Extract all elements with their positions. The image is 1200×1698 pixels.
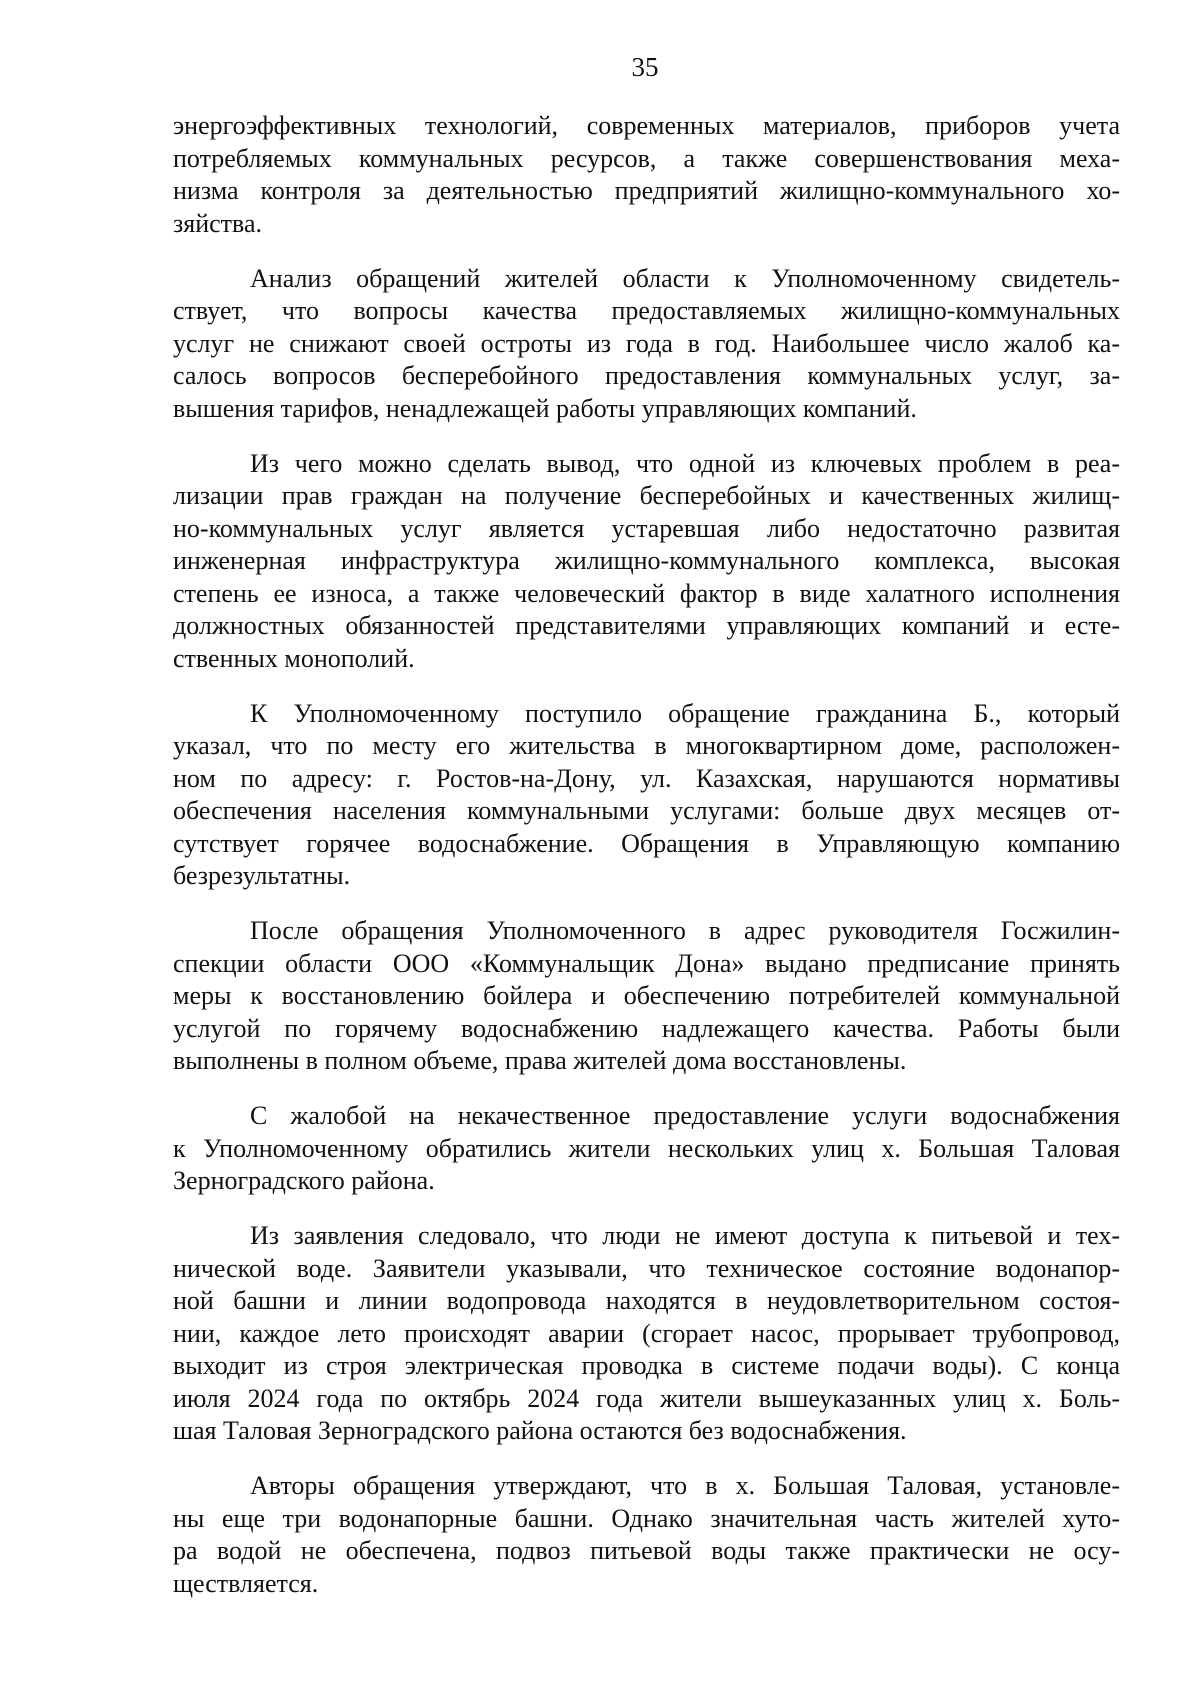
text-line: инженерная инфраструктура жилищно-коммунального комплекса, высокая bbox=[173, 546, 1120, 575]
paragraph bbox=[173, 1100, 1120, 1198]
text-line: меры к восстановлению бойлера и обеспечению потребителей коммунальной bbox=[173, 981, 1120, 1010]
text-line: К Уполномоченному поступило обращение гражданина Б., который bbox=[250, 698, 1120, 728]
text-line: ществляется. bbox=[173, 1568, 319, 1598]
text-line: С жалобой на некачественное предоставление услуги водоснабжения bbox=[250, 1101, 1120, 1130]
text-line: июля 2024 года по октябрь 2024 года жители вышеуказанных улиц х. Боль- bbox=[173, 1383, 1120, 1413]
text-line: ра водой не обеспечена, подвоз питьевой воды также практически не осу- bbox=[173, 1536, 1120, 1565]
text-line: нии, каждое лето происходят аварии (сгорает насос, прорывает трубопровод, bbox=[173, 1318, 1120, 1348]
page-number: 35 bbox=[631, 52, 659, 82]
text-line: услугой по горячему водоснабжению надлежащего качества. Работы были bbox=[173, 1013, 1120, 1043]
text-line: обеспечения населения коммунальными услугами: больше двух месяцев от- bbox=[173, 796, 1120, 825]
text-line: сутствует горячее водоснабжение. Обращения в Управляющую компанию bbox=[173, 828, 1120, 858]
text-line: Анализ обращений жителей области к Уполномоченному свидетель- bbox=[250, 263, 1120, 293]
text-line: безрезультатны. bbox=[173, 861, 351, 890]
paragraph bbox=[173, 110, 1120, 240]
text-line: выполнены в полном объеме, права жителей дома восстановлены. bbox=[173, 1046, 907, 1075]
text-line: ном по адресу: г. Ростов-на-Дону, ул. Казахская, нарушаются нормативы bbox=[173, 763, 1120, 793]
document-body bbox=[173, 110, 1120, 1623]
text-line: Зерноградского района. bbox=[173, 1166, 435, 1195]
text-line: степень ее износа, а также человеческий фактор в виде халатного исполнения bbox=[173, 578, 1120, 608]
text-line: но-коммунальных услуг является устаревшая либо недостаточно развитая bbox=[173, 513, 1120, 543]
text-line: Авторы обращения утверждают, что в х. Большая Таловая, установле- bbox=[250, 1471, 1120, 1500]
text-line: Из чего можно сделать вывод, что одной из ключевых проблем в реа- bbox=[250, 448, 1120, 478]
text-line: энергоэффективных технологий, современных материалов, приборов учета bbox=[173, 111, 1120, 140]
text-line: потребляемых коммунальных ресурсов, а также совершенствования меха- bbox=[173, 143, 1120, 173]
paragraph bbox=[173, 698, 1120, 893]
text-line: вышения тарифов, ненадлежащей работы управляющих компаний. bbox=[173, 393, 917, 423]
text-line: лизации прав граждан на получение бесперебойных и качественных жилищ- bbox=[173, 481, 1120, 510]
paragraph bbox=[173, 1220, 1120, 1448]
text-line: После обращения Уполномоченного в адрес руководителя Госжилин- bbox=[250, 916, 1120, 945]
text-line: спекции области ООО «Коммунальщик Дона» выдано предписание принять bbox=[173, 948, 1120, 978]
text-line: шая Таловая Зерноградского района остаются без водоснабжения. bbox=[173, 1416, 907, 1445]
text-line: указал, что по месту его жительства в многоквартирном доме, расположен- bbox=[173, 731, 1120, 760]
text-line: выходит из строя электрическая проводка в системе подачи воды). С конца bbox=[173, 1351, 1120, 1380]
text-line: ны еще три водонапорные башни. Однако значительная часть жителей хуто- bbox=[173, 1503, 1120, 1533]
text-line: нической воде. Заявители указывали, что техническое состояние водонапор- bbox=[173, 1253, 1120, 1283]
paragraph bbox=[173, 448, 1120, 676]
text-line: Из заявления следовало, что люди не имеют доступа к питьевой и тех- bbox=[250, 1221, 1120, 1250]
text-line: должностных обязанностей представителями управляющих компаний и есте- bbox=[173, 611, 1120, 640]
text-line: ственных монополий. bbox=[173, 643, 415, 673]
text-line: зяйства. bbox=[173, 208, 263, 238]
text-line: к Уполномоченному обратились жители нескольких улиц х. Большая Таловая bbox=[173, 1133, 1120, 1163]
text-line: низма контроля за деятельностью предприятий жилищно-коммунального хо- bbox=[173, 176, 1120, 205]
paragraph bbox=[173, 1470, 1120, 1600]
text-line: ной башни и линии водопровода находятся в неудовлетворительном состоя- bbox=[173, 1286, 1120, 1315]
paragraph bbox=[173, 263, 1120, 426]
text-line: услуг не снижают своей остроты из года в год. Наибольшее число жалоб ка- bbox=[173, 328, 1120, 358]
paragraph bbox=[173, 915, 1120, 1078]
text-line: салось вопросов бесперебойного предоставления коммунальных услуг, за- bbox=[173, 361, 1120, 390]
text-line: ствует, что вопросы качества предоставляемых жилищно-коммунальных bbox=[173, 296, 1120, 325]
